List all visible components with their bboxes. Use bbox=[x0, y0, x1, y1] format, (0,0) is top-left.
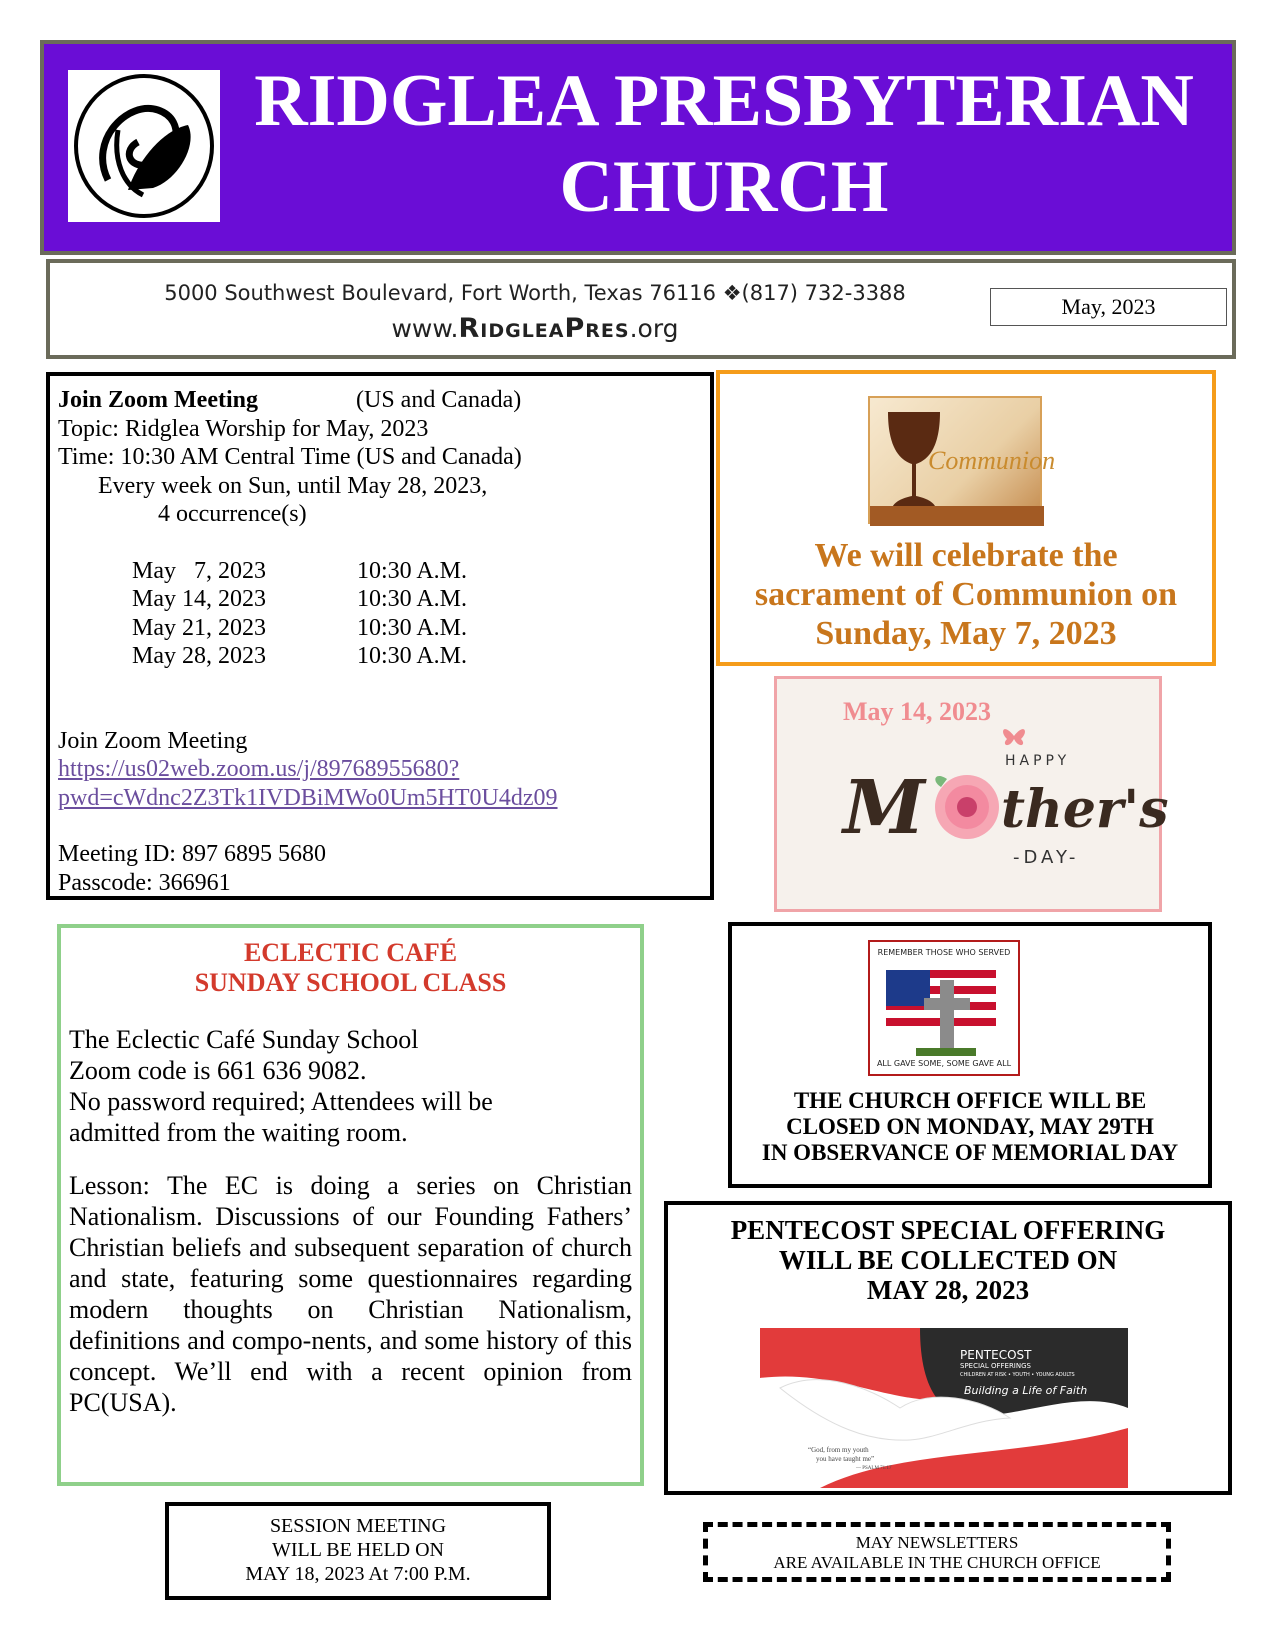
newsletter-line1: MAY NEWSLETTERS bbox=[855, 1533, 1019, 1552]
zoom-meeting-id: Meeting ID: 897 6895 5680 bbox=[58, 841, 326, 867]
session-line3: MAY 18, 2023 At 7:00 P.M. bbox=[245, 1563, 471, 1585]
zoom-link[interactable] bbox=[58, 755, 702, 812]
masthead bbox=[40, 40, 1236, 255]
pentecost-box bbox=[664, 1201, 1232, 1495]
zoom-join-label: Join Zoom Meeting bbox=[58, 727, 248, 754]
address-bar bbox=[46, 259, 1236, 359]
schedule-date: May 14, 2023 bbox=[132, 586, 266, 612]
session-meeting-box bbox=[165, 1502, 551, 1600]
church-logo bbox=[68, 70, 220, 222]
mothers-day-word: -DAY- bbox=[1013, 847, 1080, 868]
cafe-lesson: Lesson: The EC is doing a series on Christian Nationalism. Discussions of our Founding Fathers’ Christian beliefs and subsequent separation of church and state, featuring some questionnaires regarding modern thoughts on Christian Nationalism, definitions and compo-nents, and some history of this concept. We’ll end with a recent opinion from PC(USA). bbox=[69, 1171, 632, 1417]
memorial-line3: IN OBSERVANCE OF MEMORIAL DAY bbox=[761, 1140, 1179, 1165]
zoom-link-line2[interactable]: pwd=cWdnc2Z3Tk1IVDBiMWo0Um5HT0U4dz09 bbox=[58, 784, 558, 811]
schedule-row bbox=[58, 557, 702, 586]
session-line1: SESSION MEETING bbox=[269, 1515, 447, 1537]
session-line2: WILL BE HELD ON bbox=[272, 1539, 444, 1561]
pentecost-image bbox=[760, 1328, 1128, 1488]
zoom-time: Time: 10:30 AM Central Time (US and Canada) bbox=[58, 444, 522, 470]
schedule-row bbox=[58, 642, 702, 671]
mothers-thers: ther's bbox=[1001, 779, 1169, 840]
pentecost-img-tag: CHILDREN AT RISK • YOUTH • YOUNG ADULTS bbox=[960, 1372, 1075, 1378]
logo-emblem-icon bbox=[68, 70, 220, 222]
memorial-image-bottom: ALL GAVE SOME, SOME GAVE ALL bbox=[876, 1059, 1012, 1068]
schedule-date: May 28, 2023 bbox=[132, 643, 266, 669]
communion-line1: We will celebrate the bbox=[814, 537, 1118, 574]
address-line: 5000 Southwest Boulevard, Fort Worth, Texas 76116 ❖(817) 732-3388 bbox=[164, 281, 906, 305]
communion-line3: Sunday, May 7, 2023 bbox=[815, 615, 1117, 652]
pentecost-img-slogan: Building a Life of Faith bbox=[964, 1384, 1088, 1397]
office-closed-notice bbox=[732, 1088, 1208, 1166]
schedule-time: 10:30 A.M. bbox=[357, 614, 468, 641]
zoom-occurrences: 4 occurrence(s) bbox=[158, 501, 307, 527]
newsletter-line2: ARE AVAILABLE IN THE CHURCH OFFICE bbox=[773, 1553, 1101, 1572]
zoom-title-row bbox=[58, 386, 702, 415]
communion-box bbox=[716, 370, 1216, 666]
newsletter-box bbox=[703, 1522, 1171, 1582]
website-suffix: .org bbox=[629, 314, 679, 343]
schedule-row bbox=[58, 614, 702, 643]
zoom-topic: Topic: Ridglea Worship for May, 2023 bbox=[58, 415, 429, 442]
cafe-p1-line4: admitted from the waiting room. bbox=[69, 1118, 408, 1147]
pentecost-img-quote1: “God, from my youth bbox=[808, 1446, 869, 1454]
zoom-region: (US and Canada) bbox=[356, 387, 522, 413]
mothers-day-box bbox=[774, 676, 1169, 912]
schedule-date: May 7, 2023 bbox=[132, 557, 266, 584]
zoom-link-line1[interactable]: https://us02web.zoom.us/j/89768955680? bbox=[58, 756, 460, 782]
memorial-image-top: REMEMBER THOSE WHO SERVED bbox=[877, 948, 1011, 957]
memorial-day-box bbox=[728, 922, 1212, 1188]
communion-announcement bbox=[720, 536, 1212, 653]
schedule-time: 10:30 A.M. bbox=[357, 586, 468, 612]
communion-image-label: Communion bbox=[928, 446, 1056, 475]
communion-image bbox=[868, 396, 1056, 524]
cafe-p1-line3: No password required; Attendees will be bbox=[69, 1087, 493, 1116]
pentecost-line1: PENTECOST SPECIAL OFFERING bbox=[730, 1215, 1166, 1245]
flag-cross-icon bbox=[886, 964, 1004, 1056]
pentecost-announcement bbox=[668, 1215, 1228, 1305]
cafe-p1-line2: Zoom code is 661 636 9082. bbox=[69, 1056, 367, 1085]
eclectic-cafe-box bbox=[57, 924, 644, 1486]
zoom-meeting-box bbox=[46, 372, 714, 900]
cafe-zoom-info bbox=[69, 1024, 632, 1148]
schedule-date: May 21, 2023 bbox=[132, 614, 266, 641]
website-name: RidgleaPres bbox=[458, 313, 630, 344]
pentecost-img-title: PENTECOST bbox=[960, 1348, 1032, 1362]
schedule-time: 10:30 A.M. bbox=[357, 643, 468, 669]
issue-date: May, 2023 bbox=[990, 288, 1227, 326]
pentecost-img-sub: SPECIAL OFFERINGS bbox=[960, 1362, 1031, 1370]
dove-banner-icon bbox=[760, 1328, 1128, 1488]
butterfly-icon bbox=[999, 723, 1029, 749]
mothers-day-date: May 14, 2023 bbox=[843, 697, 992, 726]
church-name-line1: RIDGLEA PRESBYTERIAN bbox=[254, 60, 1194, 142]
pentecost-img-quote2: you have taught me” bbox=[816, 1455, 875, 1463]
pentecost-line3: MAY 28, 2023 bbox=[866, 1275, 1030, 1305]
flower-icon bbox=[931, 771, 1003, 843]
website-link[interactable] bbox=[155, 313, 915, 344]
cafe-title-line2: SUNDAY SCHOOL CLASS bbox=[194, 968, 507, 997]
mothers-m: M bbox=[843, 765, 925, 851]
schedule-row bbox=[58, 585, 702, 614]
memorial-image bbox=[868, 940, 1020, 1076]
mothers-happy: HAPPY bbox=[1005, 753, 1071, 769]
memorial-line2: CLOSED ON MONDAY, MAY 29TH bbox=[786, 1114, 1154, 1139]
zoom-recurrence: Every week on Sun, until May 28, 2023, bbox=[98, 472, 488, 499]
pentecost-line2: WILL BE COLLECTED ON bbox=[778, 1245, 1118, 1275]
zoom-title: Join Zoom Meeting bbox=[58, 387, 258, 413]
cafe-p1-line1: The Eclectic Café Sunday School bbox=[69, 1025, 419, 1054]
zoom-passcode: Passcode: 366961 bbox=[58, 869, 231, 896]
pentecost-img-ref: — PSALM 71:17 bbox=[856, 1466, 892, 1471]
cafe-title-line1: ECLECTIC CAFÉ bbox=[243, 938, 458, 967]
church-name bbox=[234, 58, 1214, 230]
cafe-title bbox=[69, 938, 632, 998]
church-name-line2: CHURCH bbox=[559, 146, 889, 228]
website-prefix: www. bbox=[391, 314, 459, 343]
schedule-time: 10:30 A.M. bbox=[357, 557, 468, 584]
communion-line2: sacrament of Communion on bbox=[754, 576, 1178, 613]
memorial-line1: THE CHURCH OFFICE WILL BE bbox=[793, 1088, 1147, 1113]
